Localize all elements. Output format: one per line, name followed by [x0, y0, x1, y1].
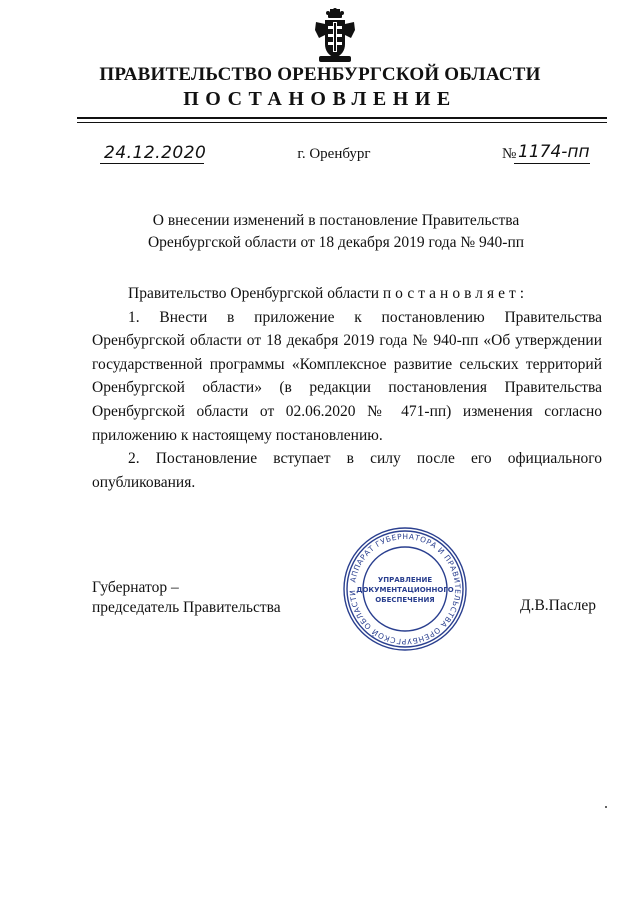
stamp-inner-line-3: ОБЕСПЕЧЕНИЯ: [375, 596, 435, 604]
preamble-decree-word: постановляет:: [382, 285, 529, 302]
preamble: [92, 282, 602, 306]
stamp-outer-text: АППАРАТ ГУБЕРНАТОРА И ПРАВИТЕЛЬСТВА ОРЕНБУРГСКОЙ ОБЛАСТИ: [347, 531, 463, 647]
item-2: 2. Постановление вступает в силу после его официального опубликования.: [92, 450, 602, 491]
subject-line-2: Оренбургской области от 18 декабря 2019 года № 940-пп: [147, 234, 525, 251]
document-date: 24.12.2020: [104, 143, 207, 163]
position-line-1: Губернатор –: [92, 579, 179, 596]
date-underline: [100, 163, 204, 164]
signatory-name: Д.В.Паслер: [520, 597, 596, 614]
header-rule-thin: [77, 122, 607, 123]
number-label: №: [502, 146, 517, 162]
document-subject: [16, 210, 640, 254]
stamp-inner-line-1: УПРАВЛЕНИЕ: [377, 576, 433, 584]
government-title: ПРАВИТЕЛЬСТВО ОРЕНБУРГСКОЙ ОБЛАСТИ: [99, 64, 541, 85]
position-line-2: председатель Правительства: [92, 599, 281, 616]
subject-line-1: О внесении изменений в постановление Правительства: [152, 212, 520, 229]
item-1: 1. Внести в приложение к постановлению Правительства Оренбургской области от 18 декабря 2019 года № 940-пп «Об утверждении государственной программы «Комплексное развитие сельских территорий Оренбургской области» (в редакции постановления Правительства Оренбургской области от 02.06.2020 № 471-пп) изменения согласно приложению к настоящему постановлению.: [92, 308, 602, 444]
document-body: [92, 282, 602, 494]
page-speck: [605, 806, 607, 808]
document-type: ПОСТАНОВЛЕНИЕ: [183, 88, 457, 110]
stamp-inner-line-2: ДОКУМЕНТАЦИОННОГО: [356, 586, 454, 594]
document-number: 1174-пп: [518, 142, 590, 162]
coat-of-arms-icon: [313, 8, 357, 64]
header-rule-thick: [77, 117, 607, 119]
signatory-position: [92, 578, 281, 618]
official-stamp: [342, 526, 468, 652]
document-city: г. Оренбург: [297, 146, 371, 162]
number-underline: [514, 163, 590, 164]
preamble-text: Правительство Оренбургской области: [128, 285, 383, 302]
